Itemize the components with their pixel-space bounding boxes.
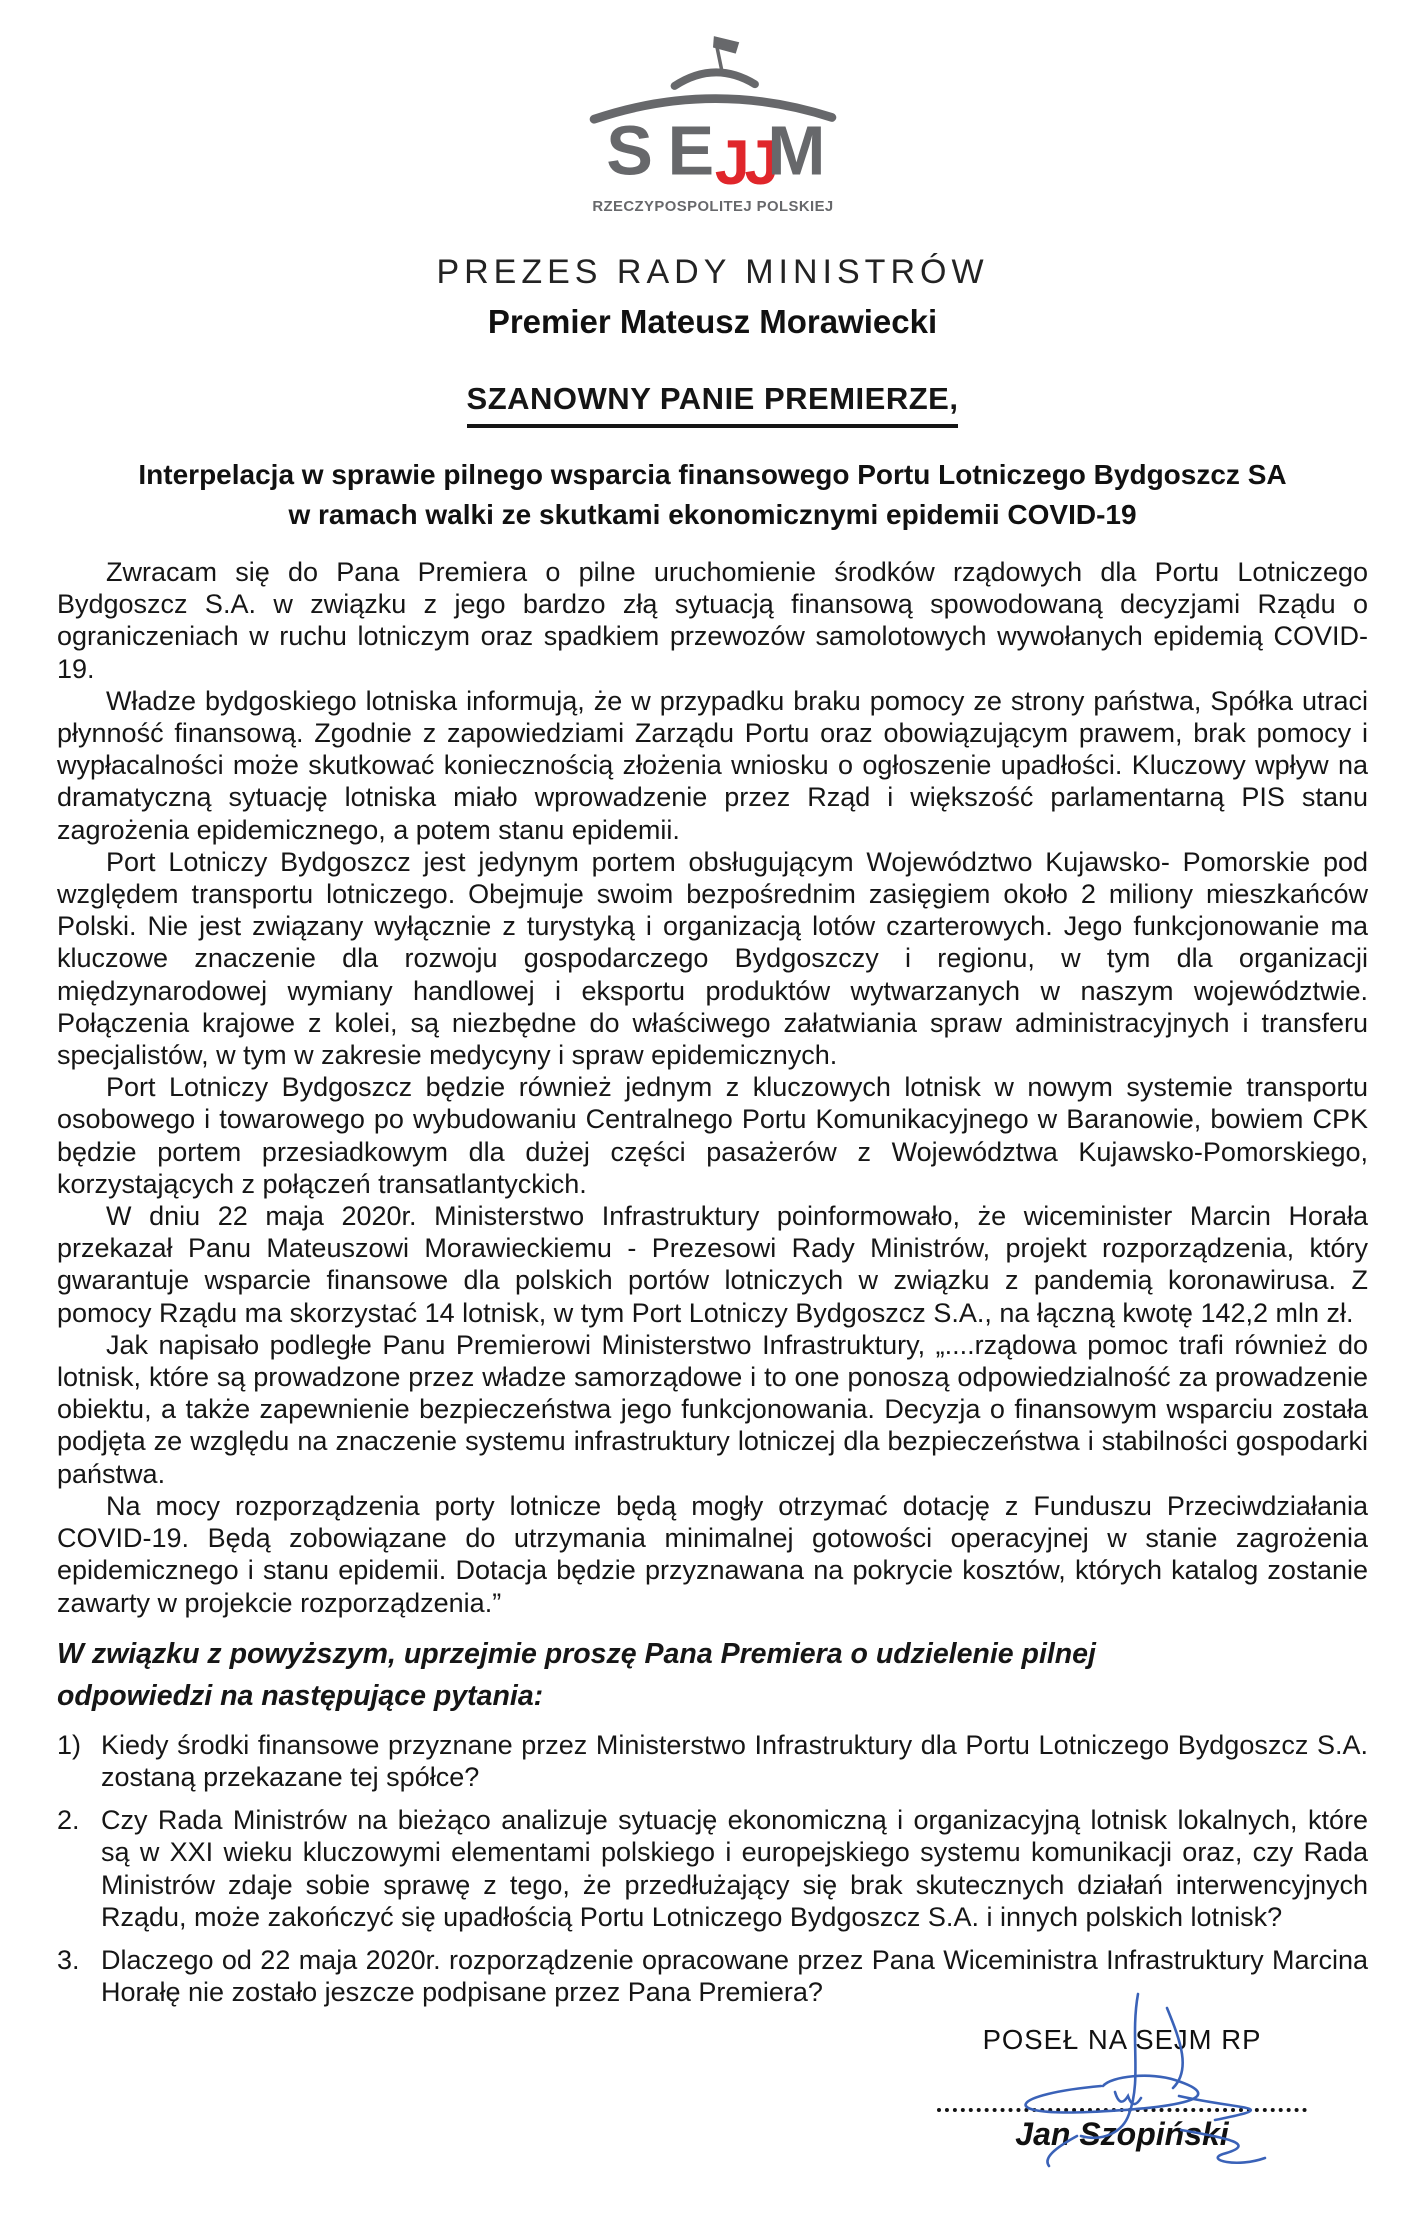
body-paragraph-3: Port Lotniczy Bydgoszcz jest jedynym portem obsługującym Województwo Kujawsko- Pomorskie pod względem transportu lotniczego. Obejmuje swoim bezpośrednim zasięgiem około 2 miliony mieszkańców Polski. Nie jest związany wyłącznie z turystyką i organizacją lotów czarterowych. Jego funkcjonowanie ma kluczowe znaczenie dla rozwoju gospodarczego Bydgoszczy i regionu, w tym dla organizacji międzynarodowej wymiany handlowej i eksportu produktów wytwarzanych w naszym województwie. Połączenia krajowe z kolei, są niezbędne do właściwego załatwiania spraw administracyjnych i transferu specjalistów, w tym w zakresie medycyny i spraw epidemicznych. (57, 846, 1368, 1071)
body-paragraph-7: Na mocy rozporządzenia porty lotnicze będą mogły otrzymać dotację z Funduszu Przeciwdziałania COVID-19. Będą zobowiązane do utrzymania minimalnej gotowości operacyjnej w stanie zagrożenia epidemicznego i stanu epidemii. Dotacja będzie przyznawana na pokrycie kosztów, których katalog zostanie zawarty w projekcie rozporządzenia.” (57, 1490, 1368, 1618)
body-paragraph-1: Zwracam się do Pana Premiera o pilne uruchomienie środków rządowych dla Portu Lotniczego Bydgoszcz S.A. w związku z jego bardzo złą sytuacją finansową spowodowaną decyzjami Rządu o ograniczeniach w ruchu lotniczym oraz spadkiem przewozów samolotowych wywołanych epidemią COVID-19. (57, 557, 1368, 684)
signature-stroke-icon (1115, 2092, 1141, 2104)
logo-subtitle: RZECZYPOSPOLITEJ POLSKIEJ (591, 199, 834, 216)
interpellation-subject (0, 455, 1425, 535)
closing-line-2: odpowiedzi na następujące pytania: (57, 1679, 544, 1712)
subject-line-2: w ramach walki ze skutkami ekonomicznymi epidemii COVID-19 (288, 499, 1137, 530)
body-paragraph-2: Władze bydgoskiego lotniska informują, że w przypadku braku pomocy ze strony państwa, Spółka utraci płynność finansową. Zgodnie z zapowiedziami Zarządu Portu oraz obowiązującym prawem, brak pomocy i wypłacalności może skutkować koniecznością złożenia wniosku o ogłoszenie upadłości. Kluczowy wpływ na dramatyczną sytuację lotniska miało wprowadzenie przez Rząd i większość parlamentarną PIS stanu zagrożenia epidemicznego, a potem stanu epidemii. (57, 685, 1368, 845)
question-item-3 (57, 1944, 1368, 2008)
questions-list (57, 1729, 1368, 2009)
letterhead (0, 0, 1425, 535)
signature-dotted-line (937, 2108, 1307, 2112)
sejm-logo-icon (563, 30, 863, 218)
body-paragraph-4: Port Lotniczy Bydgoszcz będzie również jednym z kluczowych lotnisk w nowym systemie transportu osobowego i towarowego po wybudowaniu Centralnego Portu Komunikacyjnego w Baranowie, bowiem CPK będzie portem przesiadkowym dla dużej części pasażerów z Województwa Kujawsko-Pomorskiego, korzystających z połączeń transatlantyckich. (57, 1072, 1368, 1199)
question-text-3: Dlaczego od 22 maja 2020r. rozporządzenie opracowane przez Pana Wiceministra Infrastruktury Marcina Horałę nie zostało jeszcze podpisane przez Pana Premiera? (101, 1944, 1368, 2008)
addressee-name: Premier Mateusz Morawiecki (487, 303, 938, 340)
question-text-2: Czy Rada Ministrów na bieżąco analizuje sytuację ekonomiczną i organizacyjną lotnisk lokalnych, które są w XXI wieku kluczowymi elementami polskiego i europejskiego systemu komunikacji oraz, czy Rada Ministrów zdaje sobie sprawę z tego, że przedłużający się brak skutecznych działań interwencyjnych Rządu, może zakończyć się upadłością Portu Lotniczego Bydgoszcz S.A. i innych polskich lotnisk? (101, 1805, 1368, 1932)
question-item-2 (57, 1804, 1368, 1933)
closing-line-1: W związku z powyższym, uprzejmie proszę Pana Premiera o udzielenie pilnej (57, 1637, 1096, 1670)
question-text-1: Kiedy środki finansowe przyznane przez Ministerstwo Infrastruktury dla Portu Lotniczego Bydgoszcz S.A. zostaną przekazane tej spółce? (101, 1729, 1368, 1792)
logo-letters-jj: JJ (714, 127, 774, 198)
signer-title: POSEŁ NA SEJM RP (982, 2024, 1262, 2056)
letter-body (57, 556, 1368, 2008)
subject-line-1: Interpelacja w sprawie pilnego wsparcia finansowego Portu Lotniczego Bydgoszcz SA (138, 459, 1287, 490)
salutation: SZANOWNY PANIE PREMIERZE, (467, 381, 959, 428)
signature-stroke-icon (1026, 2076, 1199, 2113)
question-marker-2: 2. (57, 1805, 80, 1836)
dome-top-arc-icon (674, 72, 754, 86)
logo-letter-s: S (605, 111, 653, 190)
question-item-1 (57, 1729, 1368, 1793)
office-title: PREZES RADY MINISTRÓW (436, 253, 989, 291)
logo-letter-m: M (766, 111, 825, 190)
body-paragraph-6: Jak napisało podległe Panu Premierowi Ministerstwo Infrastruktury, „....rządowa pomoc trafi również do lotnisk, które są prowadzone przez władze samorządowe i to one ponoszą odpowiedzialność za prowadzenie obiektu, a także zapewnienie bezpieczeństwa jego funkcjonowania. Decyzja o finansowym wsparciu została podjęta ze względu na znaczenie systemu infrastruktury lotniczej dla bezpieczeństwa i stabilności gospodarki państwa. (57, 1329, 1368, 1489)
logo-letter-e: E (667, 111, 714, 190)
body-paragraph-5: W dniu 22 maja 2020r. Ministerstwo Infrastruktury poinformowało, że wiceminister Marcin Horała przekazał Panu Mateuszowi Morawieckiemu - Prezesowi Rady Ministrów, projekt rozporządzenia, który gwarantuje wsparcie finansowe dla polskich portów lotniczych w związku z pandemią koronawirusa. Z pomocy Rządu ma skorzystać 14 lotnisk, w tym Port Lotniczy Bydgoszcz S.A., na łączną kwotę 142,2 mln zł. (57, 1201, 1368, 1328)
question-marker-3: 3. (57, 1944, 80, 1975)
signer-name: Jan Szopiński (1015, 2116, 1229, 2153)
salutation-row (0, 341, 1425, 428)
signature-block (937, 2024, 1307, 2153)
closing-statement (57, 1633, 1368, 1717)
question-marker-1: 1) (57, 1729, 82, 1760)
